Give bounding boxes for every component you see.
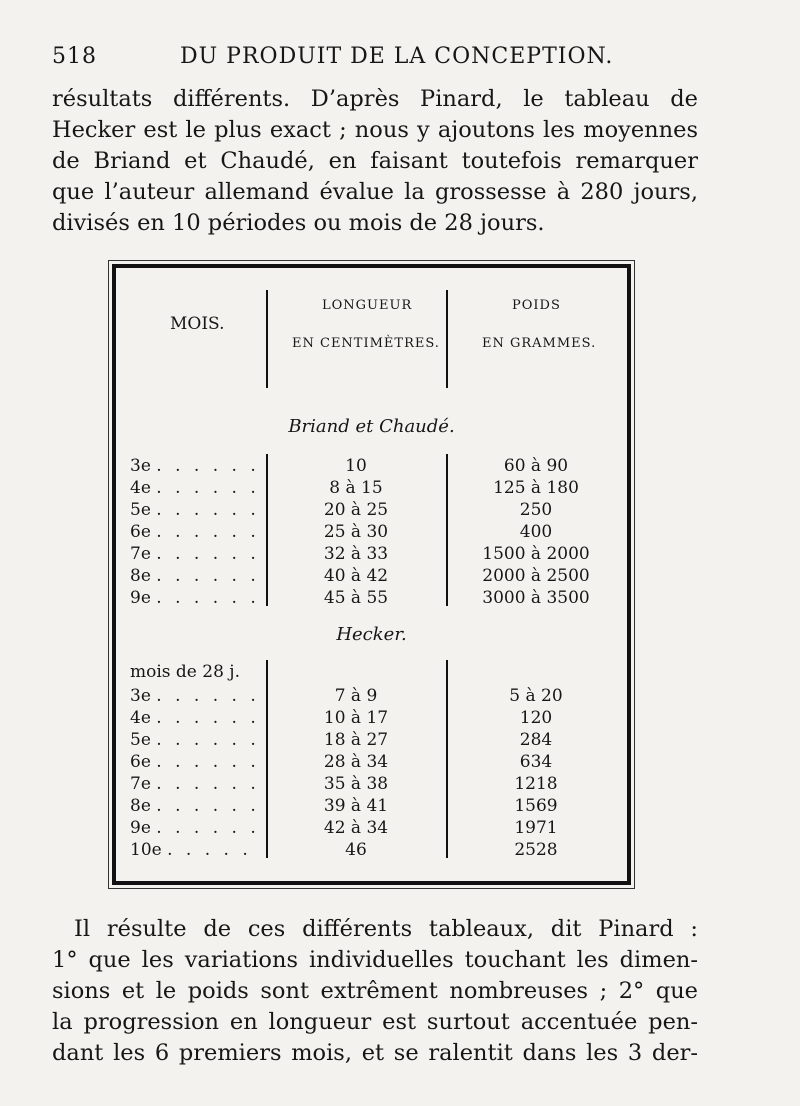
leader-dots: . . . . . .: [156, 456, 260, 476]
leader-dots: . . . . . .: [156, 544, 260, 564]
month-cell: 5e: [130, 500, 151, 520]
conclusion-line: sions et le poids sont extrêment nombreuses ; 2° que: [52, 978, 698, 1004]
table-row: [116, 774, 627, 797]
leader-dots: . . . . . .: [156, 522, 260, 542]
leader-dots: . . . . . .: [156, 730, 260, 750]
weight-cell: 3000 à 3500: [482, 588, 590, 608]
weight-cell: 284: [519, 730, 553, 750]
month-cell: 9e: [130, 588, 151, 608]
weight-cell: 1971: [514, 818, 558, 838]
length-cell: 10 à 17: [323, 708, 389, 728]
intro-line: que l’auteur allemand évalue la grossesse à 280 jours,: [52, 179, 698, 205]
conclusion-line: dant les 6 premiers mois, et se ralentit dans les 3 der-: [52, 1040, 698, 1066]
column-header-mois: MOIS.: [170, 314, 225, 334]
month-cell: 8e: [130, 796, 151, 816]
table-row: [116, 796, 627, 819]
leader-dots: . . . . . .: [156, 686, 260, 706]
month-cell: 7e: [130, 774, 151, 794]
intro-line: de Briand et Chaudé, en faisant toutefois remarquer: [52, 148, 698, 174]
weight-cell: 60 à 90: [503, 456, 569, 476]
intro-line: Hecker est le plus exact ; nous y ajoutons les moyennes: [52, 117, 698, 143]
leader-dots: . . . . . .: [156, 796, 260, 816]
length-cell: 8 à 15: [329, 478, 383, 498]
month-cell: 7e: [130, 544, 151, 564]
page-header: [52, 44, 692, 74]
table-row: [116, 708, 627, 731]
weight-cell: 1569: [514, 796, 558, 816]
leader-dots: . . . . . .: [156, 774, 260, 794]
leader-dots: . . . . .: [167, 840, 252, 860]
column-rule: [446, 290, 448, 388]
column-header-longueur-unit: EN CENTIMÈTRES.: [292, 336, 440, 351]
weight-cell: 2000 à 2500: [482, 566, 590, 586]
length-cell: 28 à 34: [323, 752, 389, 772]
month-cell: 3e: [130, 686, 151, 706]
length-cell: 10: [345, 456, 367, 476]
length-cell: 20 à 25: [323, 500, 389, 520]
length-cell: 25 à 30: [323, 522, 389, 542]
leader-dots: . . . . . .: [156, 818, 260, 838]
hecker-subhead: mois de 28 j.: [130, 662, 240, 682]
section-title-hecker: Hecker.: [336, 624, 407, 645]
leader-dots: . . . . . .: [156, 566, 260, 586]
table-row: [116, 730, 627, 753]
month-cell: 6e: [130, 522, 151, 542]
length-cell: 7 à 9: [334, 686, 378, 706]
month-cell: 6e: [130, 752, 151, 772]
measurements-table: [112, 264, 631, 885]
weight-cell: 634: [519, 752, 553, 772]
length-cell: 39 à 41: [323, 796, 389, 816]
table-row: [116, 500, 627, 523]
weight-cell: 400: [519, 522, 553, 542]
leader-dots: . . . . . .: [156, 752, 260, 772]
month-cell: 3e: [130, 456, 151, 476]
column-header-poids: POIDS: [512, 298, 561, 313]
intro-paragraph: [52, 84, 698, 239]
table-row: [116, 522, 627, 545]
intro-line: divisés en 10 périodes ou mois de 28 jours.: [52, 210, 545, 236]
column-rule: [266, 290, 268, 388]
table-row: [116, 588, 627, 611]
running-title: DU PRODUIT DE LA CONCEPTION.: [180, 44, 614, 69]
leader-dots: . . . . . .: [156, 708, 260, 728]
table-row: [116, 686, 627, 709]
table-row: [116, 818, 627, 841]
leader-dots: . . . . . .: [156, 500, 260, 520]
column-header-poids-unit: EN GRAMMES.: [482, 336, 597, 351]
conclusion-paragraph: [52, 914, 698, 1069]
month-cell: 8e: [130, 566, 151, 586]
weight-cell: 120: [519, 708, 553, 728]
length-cell: 45 à 55: [323, 588, 389, 608]
table-row: [116, 456, 627, 479]
table-row: [116, 840, 627, 863]
page-number: 518: [52, 44, 97, 69]
length-cell: 18 à 27: [323, 730, 389, 750]
length-cell: 46: [345, 840, 367, 860]
table-row: [116, 544, 627, 567]
month-cell: 9e: [130, 818, 151, 838]
length-cell: 40 à 42: [323, 566, 389, 586]
length-cell: 32 à 33: [323, 544, 389, 564]
leader-dots: . . . . . .: [156, 478, 260, 498]
weight-cell: 250: [519, 500, 553, 520]
weight-cell: 125 à 180: [493, 478, 579, 498]
month-cell: 4e: [130, 708, 151, 728]
leader-dots: . . . . . .: [156, 588, 260, 608]
month-cell: 5e: [130, 730, 151, 750]
table-row: [116, 752, 627, 775]
weight-cell: 1500 à 2000: [482, 544, 590, 564]
weight-cell: 2528: [514, 840, 558, 860]
length-cell: 42 à 34: [323, 818, 389, 838]
conclusion-line: Il résulte de ces différents tableaux, dit Pinard :: [74, 916, 698, 942]
intro-line: résultats différents. D’après Pinard, le tableau de: [52, 86, 698, 112]
conclusion-line: la progression en longueur est surtout accentuée pen-: [52, 1009, 698, 1035]
weight-cell: 5 à 20: [509, 686, 563, 706]
section-title-briand-chaude: Briand et Chaudé.: [288, 416, 455, 437]
column-header-longueur: LONGUEUR: [322, 298, 413, 313]
month-cell: 10e: [130, 840, 162, 860]
conclusion-line: 1° que les variations individuelles touchant les dimen-: [52, 947, 698, 973]
month-cell: 4e: [130, 478, 151, 498]
table-row: [116, 478, 627, 501]
table-row: [116, 566, 627, 589]
length-cell: 35 à 38: [323, 774, 389, 794]
weight-cell: 1218: [514, 774, 558, 794]
